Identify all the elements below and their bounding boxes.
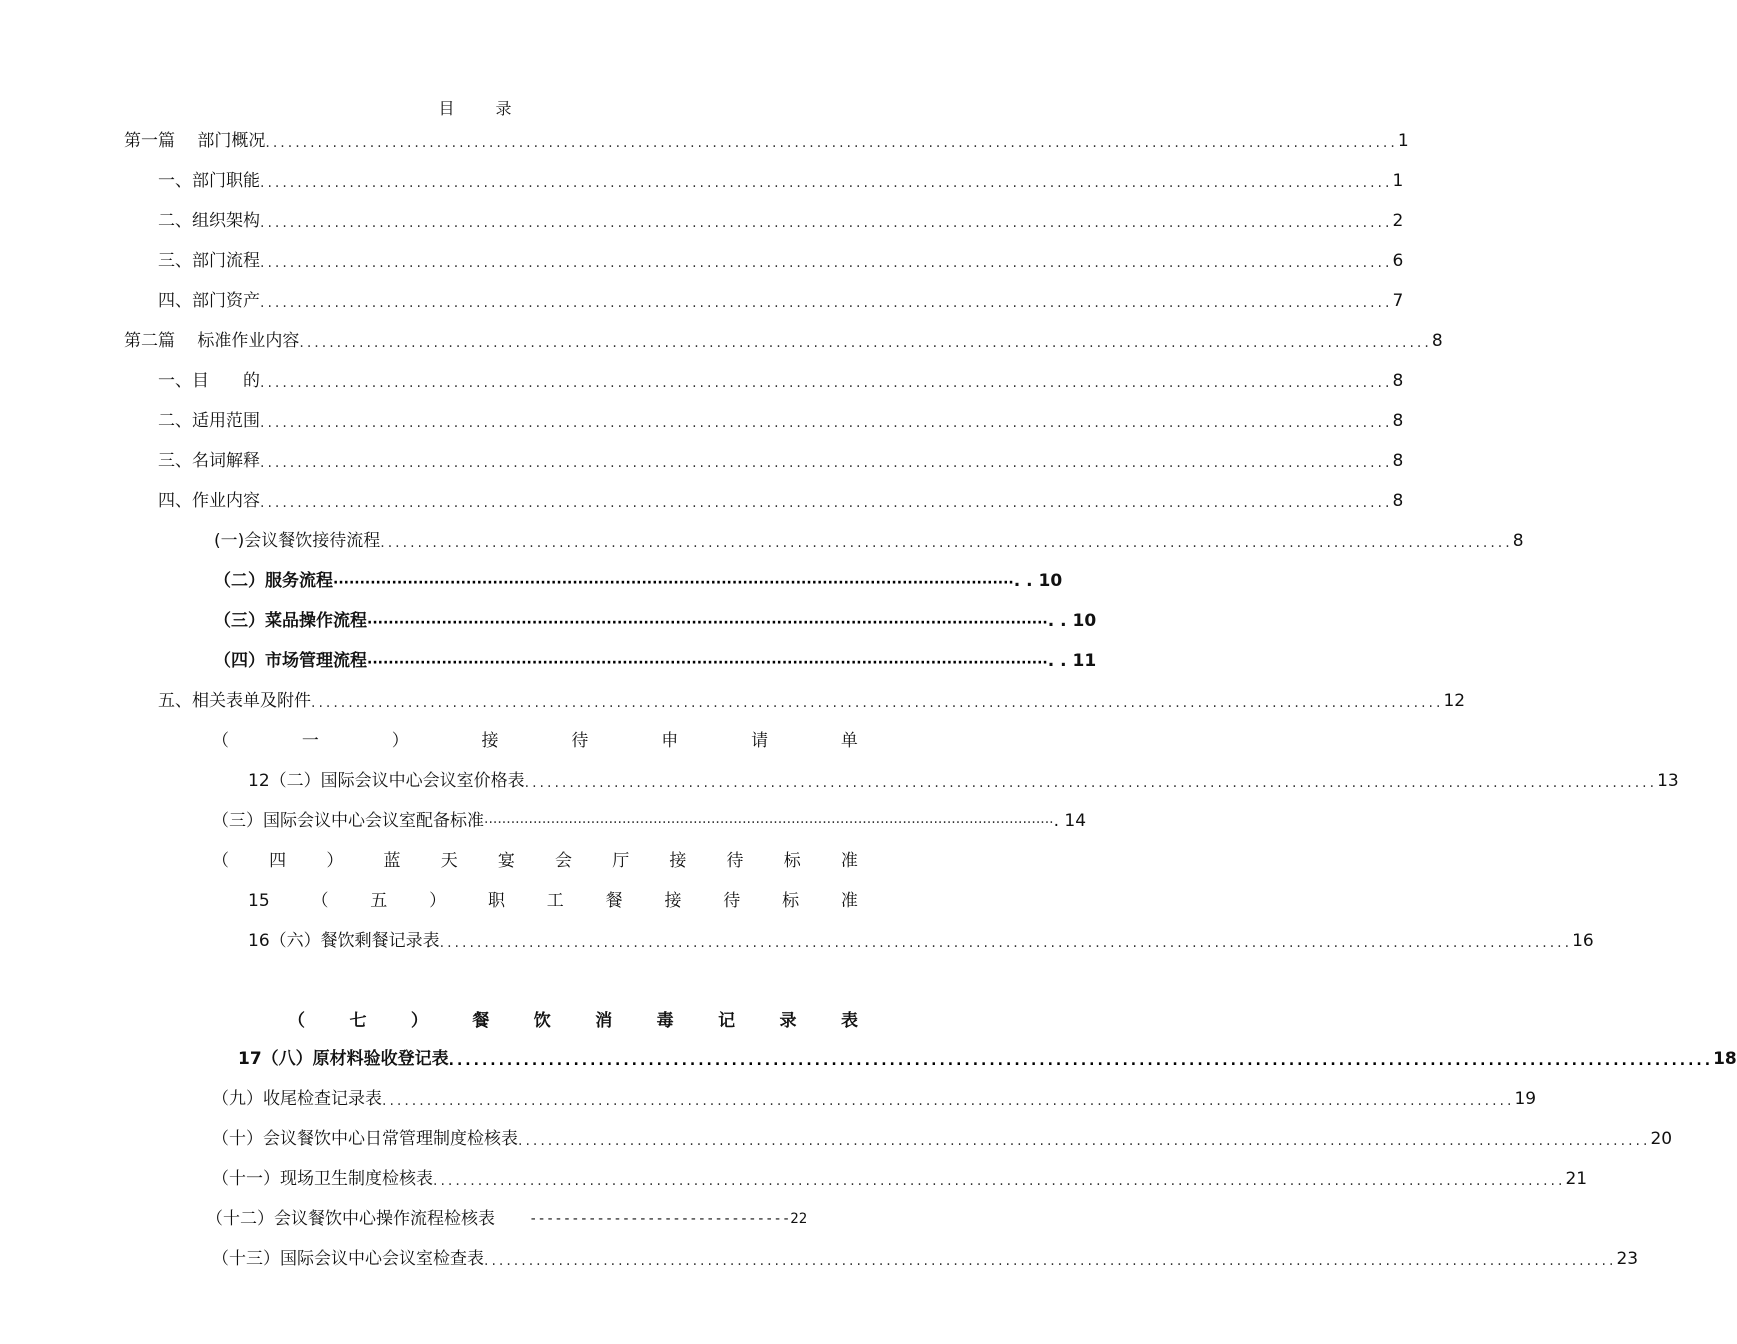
toc-entry — [212, 1246, 1639, 1272]
spread-char: （ — [288, 1011, 305, 1031]
toc-entry — [212, 1126, 1673, 1152]
toc-entry-page: 8 — [1392, 411, 1404, 431]
toc-entry-label: （三）菜品操作流程 — [214, 611, 367, 631]
leader-dots: ........................................................................................................................................................ — [260, 295, 1393, 311]
toc-entry — [158, 368, 1404, 394]
leader-dots: ........................................................................................................................................................ — [484, 1253, 1617, 1269]
toc-entry-page: 18 — [1713, 1049, 1737, 1069]
spread-char: 接 — [481, 731, 499, 751]
spread-char: 会 — [555, 851, 573, 871]
toc-entry — [238, 1046, 1737, 1072]
toc-entry-label: 一、目 的 — [158, 371, 260, 391]
leader-dots: ........................................................................................................................................................ — [260, 175, 1393, 191]
toc-entry-page: 8 — [1431, 331, 1443, 351]
toc-entry — [158, 488, 1404, 514]
toc-entry-label: 16（六）餐饮剩餐记录表 — [248, 931, 440, 951]
toc-entry-label: 17（八）原材料验收登记表 — [238, 1049, 449, 1069]
toc-entry-label: 五、相关表单及附件 — [158, 691, 311, 711]
toc-entry-label: （十一）现场卫生制度检核表 — [212, 1169, 433, 1189]
toc-entry — [158, 408, 1404, 434]
leader-dots: ································································································································ — [367, 615, 1048, 631]
spread-char: ） — [410, 1011, 428, 1031]
toc-entry-page: . . 10 — [1013, 571, 1063, 591]
leader-dots: ........................................................................................................................................................ — [299, 335, 1432, 351]
spread-char: 录 — [779, 1011, 797, 1031]
toc-spread-line — [212, 848, 858, 874]
spread-char: 准 — [840, 891, 858, 911]
toc-entry-page: 12 — [1443, 691, 1466, 711]
toc-entry-page: 20 — [1650, 1129, 1673, 1149]
leader-dots: ........................................................................................................................................................ — [439, 935, 1573, 951]
spread-char: 餐 — [605, 891, 623, 911]
toc-entry-label: （九）收尾检查记录表 — [212, 1089, 382, 1109]
spread-char: ） — [326, 851, 344, 871]
toc-entry — [214, 568, 1063, 594]
spread-char: （ — [311, 891, 329, 911]
spread-char: 四 — [269, 851, 287, 871]
spread-char: 15 — [248, 891, 270, 911]
spread-char: 一 — [301, 731, 319, 751]
leader-dots: ........................................................................................................................................................ — [260, 415, 1393, 431]
spread-char: 请 — [751, 731, 769, 751]
spread-char: （ — [212, 731, 229, 751]
spread-char: 接 — [664, 891, 682, 911]
toc-entry — [248, 768, 1679, 794]
spread-char: ） — [429, 891, 447, 911]
toc-entry-page: 21 — [1565, 1169, 1588, 1189]
toc-entry-label: 四、部门资产 — [158, 291, 260, 311]
spread-char: 职 — [487, 891, 505, 911]
toc-entry-page: 23 — [1616, 1249, 1639, 1269]
toc-entry — [214, 608, 1097, 634]
spread-char: 准 — [840, 851, 858, 871]
toc-entry-label: 二、组织架构 — [158, 211, 260, 231]
toc-entry — [206, 1206, 860, 1232]
leader-dots: ........................................................................................................................................................ — [518, 1133, 1651, 1149]
leader-dots: ........................................................................................................................................................ — [260, 455, 1393, 471]
toc-entry-label: 第一篇 部门概况 — [124, 131, 266, 151]
toc-spread-line — [248, 888, 858, 914]
toc-entry — [212, 1086, 1537, 1112]
toc-entry-page: 8 — [1512, 531, 1524, 551]
leader-dots: ........................................................................................................................................................ — [448, 1053, 1714, 1069]
toc-entry-page: 6 — [1392, 251, 1404, 271]
toc-entry-page: . 14 — [1053, 811, 1087, 831]
toc-entry-label: （三）国际会议中心会议室配备标准 — [212, 811, 484, 831]
toc-entry-label: 三、部门流程 — [158, 251, 260, 271]
toc-entry-label: （十二）会议餐饮中心操作流程检核表 — [206, 1209, 495, 1229]
toc-entry-label: 四、作业内容 — [158, 491, 260, 511]
spread-char: 宴 — [497, 851, 515, 871]
spread-char: 待 — [723, 891, 741, 911]
spread-char: 饮 — [533, 1011, 551, 1031]
toc-entry-page: 8 — [1392, 491, 1404, 511]
toc-entry-page: 7 — [1392, 291, 1404, 311]
spread-char: 单 — [840, 731, 858, 751]
leader-dots: ........................................................................................................................................................ — [380, 535, 1513, 551]
toc-entry-page: 16 — [1572, 931, 1594, 951]
toc-spread-line — [212, 728, 858, 754]
spread-char: 五 — [370, 891, 388, 911]
leader-dots: ........................................................................................................................................................ — [260, 255, 1393, 271]
toc-entry-page: -------------------------------22 — [529, 1211, 808, 1227]
leader-dots: ........................................................................................................................................................ — [433, 1173, 1566, 1189]
spread-char: ） — [391, 731, 409, 751]
spread-char: 记 — [718, 1011, 736, 1031]
leader-dots: ........................................................................................................................................................ — [260, 375, 1393, 391]
spread-char: 毒 — [656, 1011, 674, 1031]
toc-entry-page: 13 — [1657, 771, 1679, 791]
spread-char: 工 — [546, 891, 564, 911]
leader-dots: ........................................................................................................................................................ — [382, 1093, 1515, 1109]
toc-entry — [158, 288, 1404, 314]
toc-entry — [212, 1166, 1588, 1192]
toc-entry — [158, 688, 1466, 714]
leader-dots: ································································································································ — [333, 575, 1014, 591]
toc-entry-page: 1 — [1392, 171, 1404, 191]
leader-dots: ································································································································ — [367, 655, 1048, 671]
leader-dots: ........................................................................................................................................................ — [524, 775, 1658, 791]
toc-entry — [124, 128, 1409, 154]
spread-char: 蓝 — [383, 851, 401, 871]
toc-entry-label: 第二篇 标准作业内容 — [124, 331, 300, 351]
toc-entry-label: （十）会议餐饮中心日常管理制度检核表 — [212, 1129, 518, 1149]
toc-entry — [158, 168, 1404, 194]
toc-entry — [158, 448, 1404, 474]
leader-dots: ........................................................................................................................................................ — [265, 135, 1398, 151]
toc-entry-label: 三、名词解释 — [158, 451, 260, 471]
spread-char: 七 — [349, 1011, 367, 1031]
toc-spread-line — [288, 1008, 858, 1034]
toc-entry-label: 一、部门职能 — [158, 171, 260, 191]
spread-char: 接 — [669, 851, 687, 871]
toc-entry-label: （二）服务流程 — [214, 571, 333, 591]
toc-entry-label: （四）市场管理流程 — [214, 651, 367, 671]
spread-char: 标 — [783, 851, 801, 871]
toc-entry — [214, 648, 1097, 674]
spread-char: 待 — [571, 731, 589, 751]
toc-entry-page: . . 11 — [1047, 651, 1097, 671]
toc-title: 目 录 — [438, 99, 530, 118]
toc-entry — [212, 808, 1087, 834]
toc-entry — [248, 928, 1594, 954]
spread-char: 天 — [440, 851, 458, 871]
spread-char: 餐 — [472, 1011, 490, 1031]
toc-entry — [214, 528, 1524, 554]
spread-char: （ — [212, 851, 229, 871]
spread-char: 申 — [661, 731, 679, 751]
toc-entry — [158, 248, 1404, 274]
toc-entry-page: 2 — [1392, 211, 1404, 231]
leader-dots: ........................................................................................................................................................ — [260, 215, 1393, 231]
leader-dots: ································································································································ — [484, 815, 1054, 831]
toc-entry-page: 8 — [1392, 371, 1404, 391]
toc-entry-page: 1 — [1397, 131, 1409, 151]
leader-dots: ........................................................................................................................................................ — [311, 695, 1444, 711]
toc-entry-page: 8 — [1392, 451, 1404, 471]
toc-entry-label: 12（二）国际会议中心会议室价格表 — [248, 771, 525, 791]
toc-entry-page: 19 — [1514, 1089, 1537, 1109]
spread-char: 消 — [595, 1011, 613, 1031]
leader-dots: ........................................................................................................................................................ — [260, 495, 1393, 511]
toc-entry — [158, 208, 1404, 234]
spread-char: 表 — [840, 1011, 858, 1031]
spread-char: 厅 — [612, 851, 630, 871]
toc-entry-label: 二、适用范围 — [158, 411, 260, 431]
spread-char: 待 — [726, 851, 744, 871]
toc-entry — [124, 328, 1443, 354]
toc-entry-label: （十三）国际会议中心会议室检查表 — [212, 1249, 484, 1269]
toc-entry-page: . . 10 — [1047, 611, 1097, 631]
spread-char: 标 — [782, 891, 800, 911]
toc-entry-label: (一)会议餐饮接待流程 — [214, 531, 381, 551]
